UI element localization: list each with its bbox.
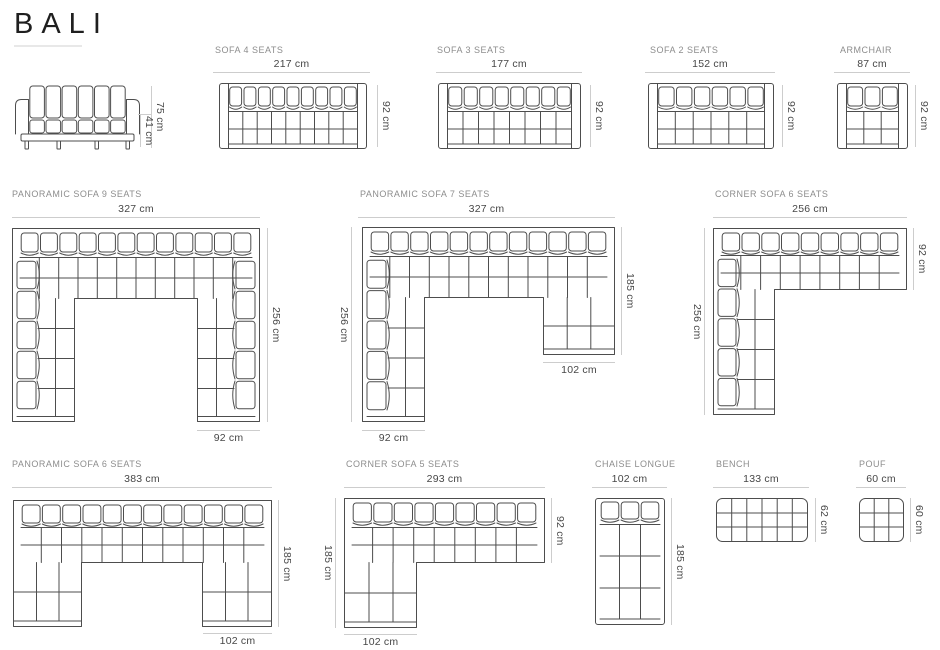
product-title-sofa-3-seats: SOFA 3 SEATS xyxy=(437,45,506,55)
title-underline xyxy=(14,45,82,47)
dimension-line xyxy=(834,72,910,73)
dim-bench-width: 133 cm xyxy=(713,474,809,488)
dimension-line xyxy=(213,72,370,73)
dimension-line xyxy=(358,217,615,218)
dimension-line xyxy=(590,85,591,147)
dimension-line xyxy=(815,498,816,542)
product-title-panoramic-9: PANORAMIC SOFA 9 SEATS xyxy=(12,189,142,199)
dim-corner5-base: 102 cm xyxy=(344,634,417,648)
dimension-line xyxy=(335,498,336,628)
dimension-line xyxy=(915,85,916,147)
dimension-line xyxy=(140,115,141,147)
drawing-sofa-3-seats xyxy=(438,83,581,149)
product-title-pouf: POUF xyxy=(859,459,887,469)
dim-pouf-right: 60 cm xyxy=(910,498,924,542)
dim-armchair-depth: 92 cm xyxy=(915,85,929,147)
dim-pano9-width: 327 cm xyxy=(12,204,260,218)
dimension-line xyxy=(671,498,672,625)
product-title-panoramic-6: PANORAMIC SOFA 6 SEATS xyxy=(12,459,142,469)
dimension-line xyxy=(12,217,260,218)
dim-sofa-2-width: 152 cm xyxy=(645,59,775,73)
dim-chaise-width: 102 cm xyxy=(592,474,667,488)
dim-corner5-right: 92 cm xyxy=(551,498,565,563)
product-title-corner-6: CORNER SOFA 6 SEATS xyxy=(715,189,829,199)
product-title-sofa-2-seats: SOFA 2 SEATS xyxy=(650,45,719,55)
dim-corner5-width: 293 cm xyxy=(344,474,545,488)
dim-pouf-width: 60 cm xyxy=(856,474,906,488)
dimension-line xyxy=(197,430,260,431)
dim-sofa-4-depth: 92 cm xyxy=(377,85,391,147)
drawing-armchair xyxy=(837,83,908,149)
dimension-line xyxy=(782,85,783,147)
drawing-chaise-longue xyxy=(595,498,665,625)
dim-pano7-left: 256 cm xyxy=(338,227,352,422)
dim-hero-seat-height: 41 cm xyxy=(140,115,154,147)
drawing-sofa-2-seats xyxy=(648,83,774,149)
dimension-line xyxy=(913,228,914,290)
dimension-line xyxy=(436,72,582,73)
dim-sofa-3-width: 177 cm xyxy=(436,59,582,73)
dim-hero-height: 75 cm xyxy=(151,86,165,148)
dim-sofa-3-depth: 92 cm xyxy=(590,85,604,147)
drawing-panoramic-sofa-7-seats xyxy=(362,227,615,422)
collection-title: BALI xyxy=(14,8,109,40)
dim-corner6-right: 92 cm xyxy=(913,228,927,290)
dim-pano6-right: 185 cm xyxy=(278,500,292,627)
dimension-line xyxy=(551,498,552,563)
dim-pano7-base: 92 cm xyxy=(362,430,425,444)
dim-corner6-width: 256 cm xyxy=(713,204,907,218)
hero-sofa-front-view-drawing xyxy=(15,84,140,150)
drawing-corner-sofa-5-seats xyxy=(344,498,545,628)
dimension-line xyxy=(362,430,425,431)
dim-sofa-2-depth: 92 cm xyxy=(782,85,796,147)
dimension-line xyxy=(713,217,907,218)
product-title-chaise-longue: CHAISE LONGUE xyxy=(595,459,676,469)
dim-pano7-chaise: 102 cm xyxy=(543,362,615,376)
dimension-line xyxy=(203,633,272,634)
dim-bench-right: 62 cm xyxy=(815,498,829,542)
dimension-line xyxy=(351,227,352,422)
drawing-pouf xyxy=(859,498,904,542)
dimension-line xyxy=(344,634,417,635)
dimension-line xyxy=(592,487,667,488)
dim-chaise-right: 185 cm xyxy=(671,498,685,625)
dim-sofa-4-width: 217 cm xyxy=(213,59,370,73)
dimension-line xyxy=(278,500,279,627)
dimension-line xyxy=(704,228,705,415)
drawing-bench xyxy=(716,498,808,542)
product-title-panoramic-7: PANORAMIC SOFA 7 SEATS xyxy=(360,189,490,199)
dim-pano7-right: 185 cm xyxy=(621,227,635,355)
dim-corner5-left: 185 cm xyxy=(322,498,336,628)
dim-corner6-left: 256 cm xyxy=(691,228,705,415)
product-title-armchair: ARMCHAIR xyxy=(840,45,893,55)
dimension-line xyxy=(645,72,775,73)
dim-pano9-base: 92 cm xyxy=(197,430,260,444)
drawing-panoramic-sofa-9-seats xyxy=(12,228,260,422)
product-title-sofa-4-seats: SOFA 4 SEATS xyxy=(215,45,284,55)
dimension-line xyxy=(12,487,272,488)
dimension-line xyxy=(267,228,268,422)
dimension-line xyxy=(344,487,545,488)
dimension-line xyxy=(377,85,378,147)
drawing-corner-sofa-6-seats xyxy=(713,228,907,415)
dimension-line xyxy=(856,487,906,488)
dim-pano9-depth: 256 cm xyxy=(267,228,281,422)
dimension-line xyxy=(713,487,809,488)
product-title-corner-5: CORNER SOFA 5 SEATS xyxy=(346,459,460,469)
drawing-panoramic-sofa-6-seats xyxy=(13,500,272,627)
dim-pano7-width: 327 cm xyxy=(358,204,615,218)
dim-armchair-width: 87 cm xyxy=(834,59,910,73)
dimension-line xyxy=(910,498,911,542)
dim-pano6-width: 383 cm xyxy=(12,474,272,488)
dimension-line xyxy=(543,362,615,363)
drawing-sofa-4-seats xyxy=(219,83,367,149)
dimension-line xyxy=(621,227,622,355)
dim-pano6-base: 102 cm xyxy=(203,633,272,647)
product-title-bench: BENCH xyxy=(716,459,751,469)
